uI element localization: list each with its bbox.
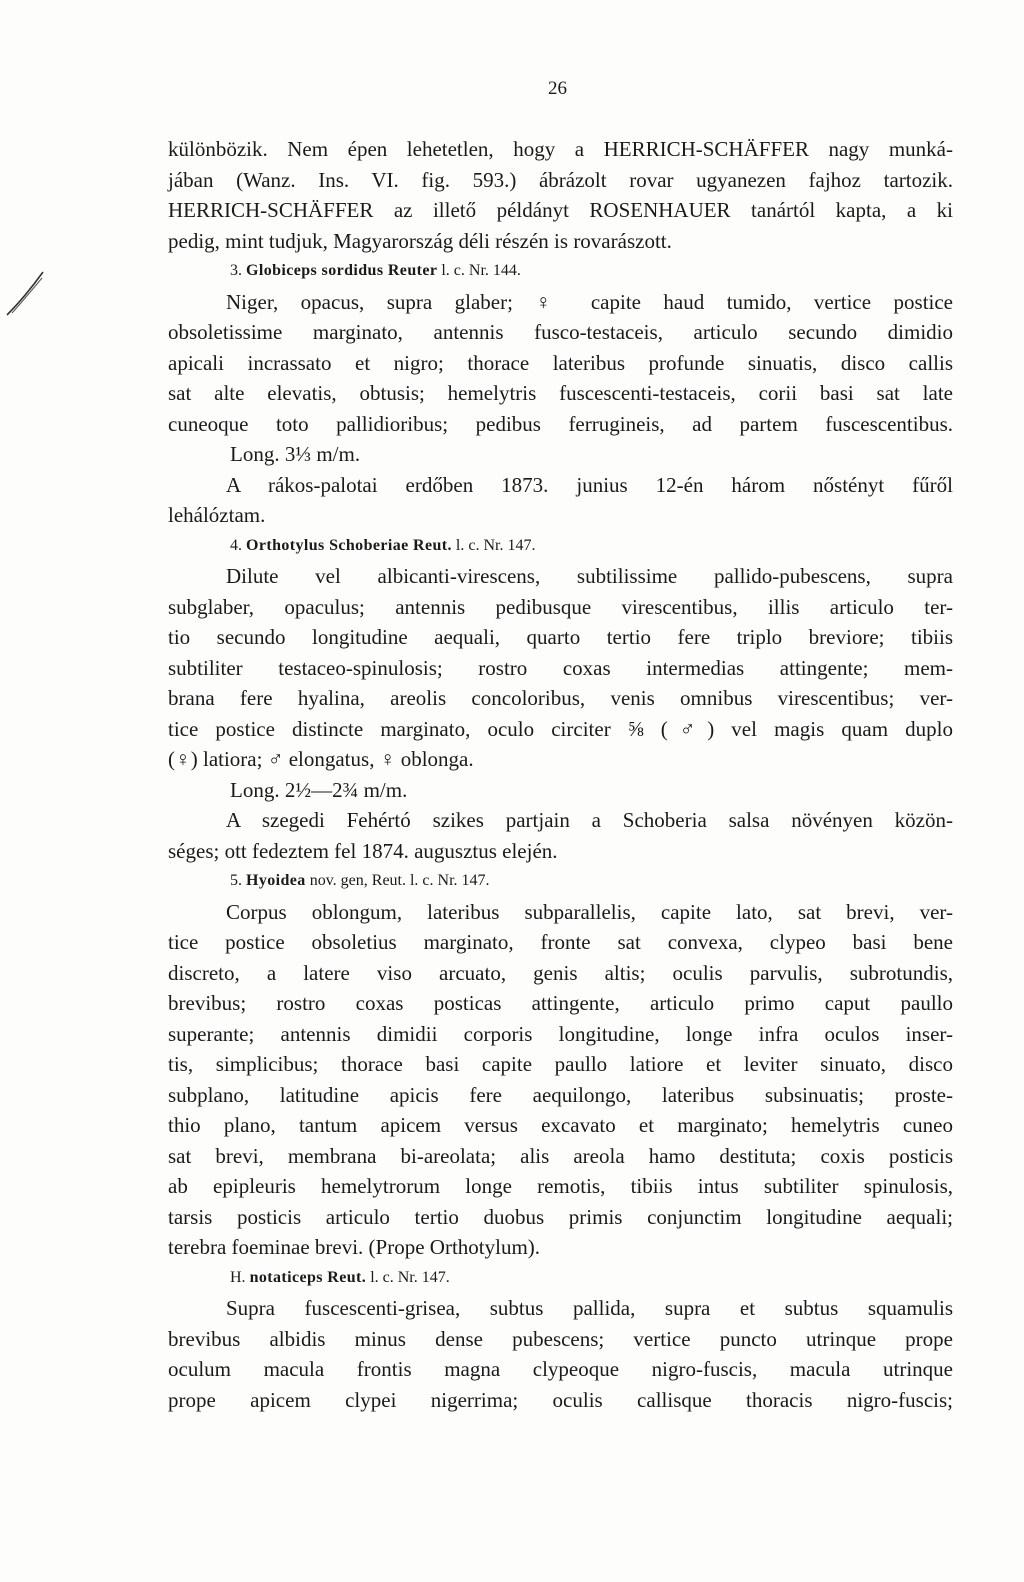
species-number: 5. bbox=[230, 872, 246, 889]
text-line: Niger, opacus, supra glaber; ♀ capite haud tumido, vertice postice bbox=[226, 289, 953, 314]
text-line: különbözik. Nem épen lehetetlen, hogy a HERRICH-SCHÄFFER nagy munká- bbox=[168, 137, 953, 161]
text-line: Dilute vel albicanti-virescens, subtilissime pallido-pubescens, supra bbox=[226, 564, 953, 588]
species-number: H. bbox=[230, 1268, 250, 1286]
text-line: Supra fuscescenti-grisea, subtus pallida, supra et subtus squamulis bbox=[226, 1296, 953, 1320]
text-line: discreto, a latere viso arcuato, genis altis; oculis parvulis, subrotundis, bbox=[168, 960, 953, 985]
text-line: sat alte elevatis, obtusis; hemelytris fuscescenti-testaceis, corii basi sat late bbox=[168, 381, 953, 405]
text-line: lehálóztam. bbox=[168, 503, 266, 527]
text-line: apicali incrassato et nigro; thorace lateribus profunde sinuatis, disco callis bbox=[168, 350, 953, 375]
text-line: subplano, latitudine apicis fere aequilongo, lateribus subsinuatis; proste- bbox=[168, 1082, 953, 1107]
pencil-mark-icon bbox=[4, 268, 46, 318]
text-line: ab epipleuris hemelytrorum longe remotis, tibiis intus subtiliter spinulosis, bbox=[168, 1174, 953, 1198]
text-line: jában (Wanz. Ins. VI. fig. 593.) ábrázolt rovar ugyanezen fajhoz tartozik. bbox=[168, 167, 953, 192]
species-heading bbox=[168, 1263, 953, 1294]
text-line: (♀) latiora; ♂ elongatus, ♀ oblonga. bbox=[168, 747, 474, 771]
species-reference: l. c. Nr. 147. bbox=[451, 536, 536, 554]
body-text bbox=[168, 134, 953, 1415]
species-reference: l. c. Nr. 147. bbox=[366, 1268, 450, 1286]
text-line: A szegedi Fehértó szikes partjain a Schoberia salsa növényen közön- bbox=[226, 808, 953, 832]
species-reference: nov. gen, Reut. l. c. Nr. 147. bbox=[305, 872, 490, 889]
text-line: subglaber, opaculus; antennis pedibusque virescentibus, illis articulo ter- bbox=[168, 594, 953, 619]
text-line: brevibus; rostro coxas posticas attingente, articulo primo caput paullo bbox=[168, 991, 953, 1015]
species-heading bbox=[168, 866, 953, 897]
text-line: HERRICH-SCHÄFFER az illető példányt ROSENHAUER tanártól kapta, a ki bbox=[168, 198, 953, 222]
species-reference: l. c. Nr. 144. bbox=[437, 262, 521, 279]
species-heading bbox=[168, 256, 953, 287]
text-line: tice postice distincte marginato, oculo circiter ⅝ (♂) vel magis quam duplo bbox=[168, 716, 953, 741]
text-line: tarsis posticis articulo tertio duobus primis conjunctim longitudine aequali; bbox=[168, 1204, 953, 1229]
species-name: notaticeps Reut. bbox=[249, 1268, 367, 1286]
text-line: thio plano, tantum apicem versus excavato et marginato; hemelytris cuneo bbox=[168, 1113, 953, 1137]
page-number: 26 bbox=[548, 78, 567, 99]
text-line: tio secundo longitudine aequali, quarto tertio fere triplo breviore; tibiis bbox=[168, 625, 953, 649]
text-line: terebra foeminae brevi. (Prope Orthotylum). bbox=[168, 1235, 541, 1259]
text-line: prope apicem clypei nigerrima; oculis callisque thoracis nigro-fuscis; bbox=[168, 1387, 953, 1412]
species-name: Hyoidea bbox=[246, 872, 306, 889]
species-heading bbox=[168, 531, 953, 562]
species-name: Globiceps sordidus Reuter bbox=[246, 262, 438, 279]
species-number: 3. bbox=[230, 262, 246, 279]
text-line: obsoletissime marginato, antennis fusco-testaceis, articulo secundo dimidio bbox=[168, 320, 953, 344]
text-line: superante; antennis dimidii corporis longitudine, longe infra oculos inser- bbox=[168, 1021, 953, 1046]
text-line: pedig, mint tudjuk, Magyarország déli részén is rovarászott. bbox=[168, 228, 672, 253]
text-line: cuneoque toto pallidioribus; pedibus ferrugineis, ad partem fuscescentibus. bbox=[168, 411, 953, 436]
text-line: Corpus oblongum, lateribus subparallelis, capite lato, sat brevi, ver- bbox=[226, 899, 953, 924]
text-line: brevibus albidis minus dense pubescens; vertice puncto utrinque prope bbox=[168, 1326, 953, 1351]
measurement-line: Long. 3⅓ m/m. bbox=[230, 442, 361, 466]
species-name: Orthotylus Schoberiae Reut. bbox=[246, 536, 452, 554]
text-line: subtiliter testaceo-spinulosis; rostro coxas intermedias attingente; mem- bbox=[168, 655, 953, 680]
text-line: séges; ott fedeztem fel 1874. augusztus elején. bbox=[168, 838, 558, 863]
text-line: tis, simplicibus; thorace basi capite paullo latiore et leviter sinuato, disco bbox=[168, 1052, 953, 1076]
text-line: tice postice obsoletius marginato, fronte sat convexa, clypeo basi bene bbox=[168, 930, 953, 954]
text-line: brana fere hyalina, areolis concoloribus, venis omnibus virescentibus; ver- bbox=[168, 686, 953, 710]
measurement-line: Long. 2½—2¾ m/m. bbox=[230, 777, 408, 802]
text-line: sat brevi, membrana bi-areolata; alis areola hamo destituta; coxis posticis bbox=[168, 1143, 953, 1168]
text-line: oculum macula frontis magna clypeoque nigro-fuscis, macula utrinque bbox=[168, 1357, 953, 1381]
text-line: A rákos-palotai erdőben 1873. junius 12-én három nőstényt fűről bbox=[226, 472, 953, 497]
species-number: 4. bbox=[230, 536, 246, 554]
